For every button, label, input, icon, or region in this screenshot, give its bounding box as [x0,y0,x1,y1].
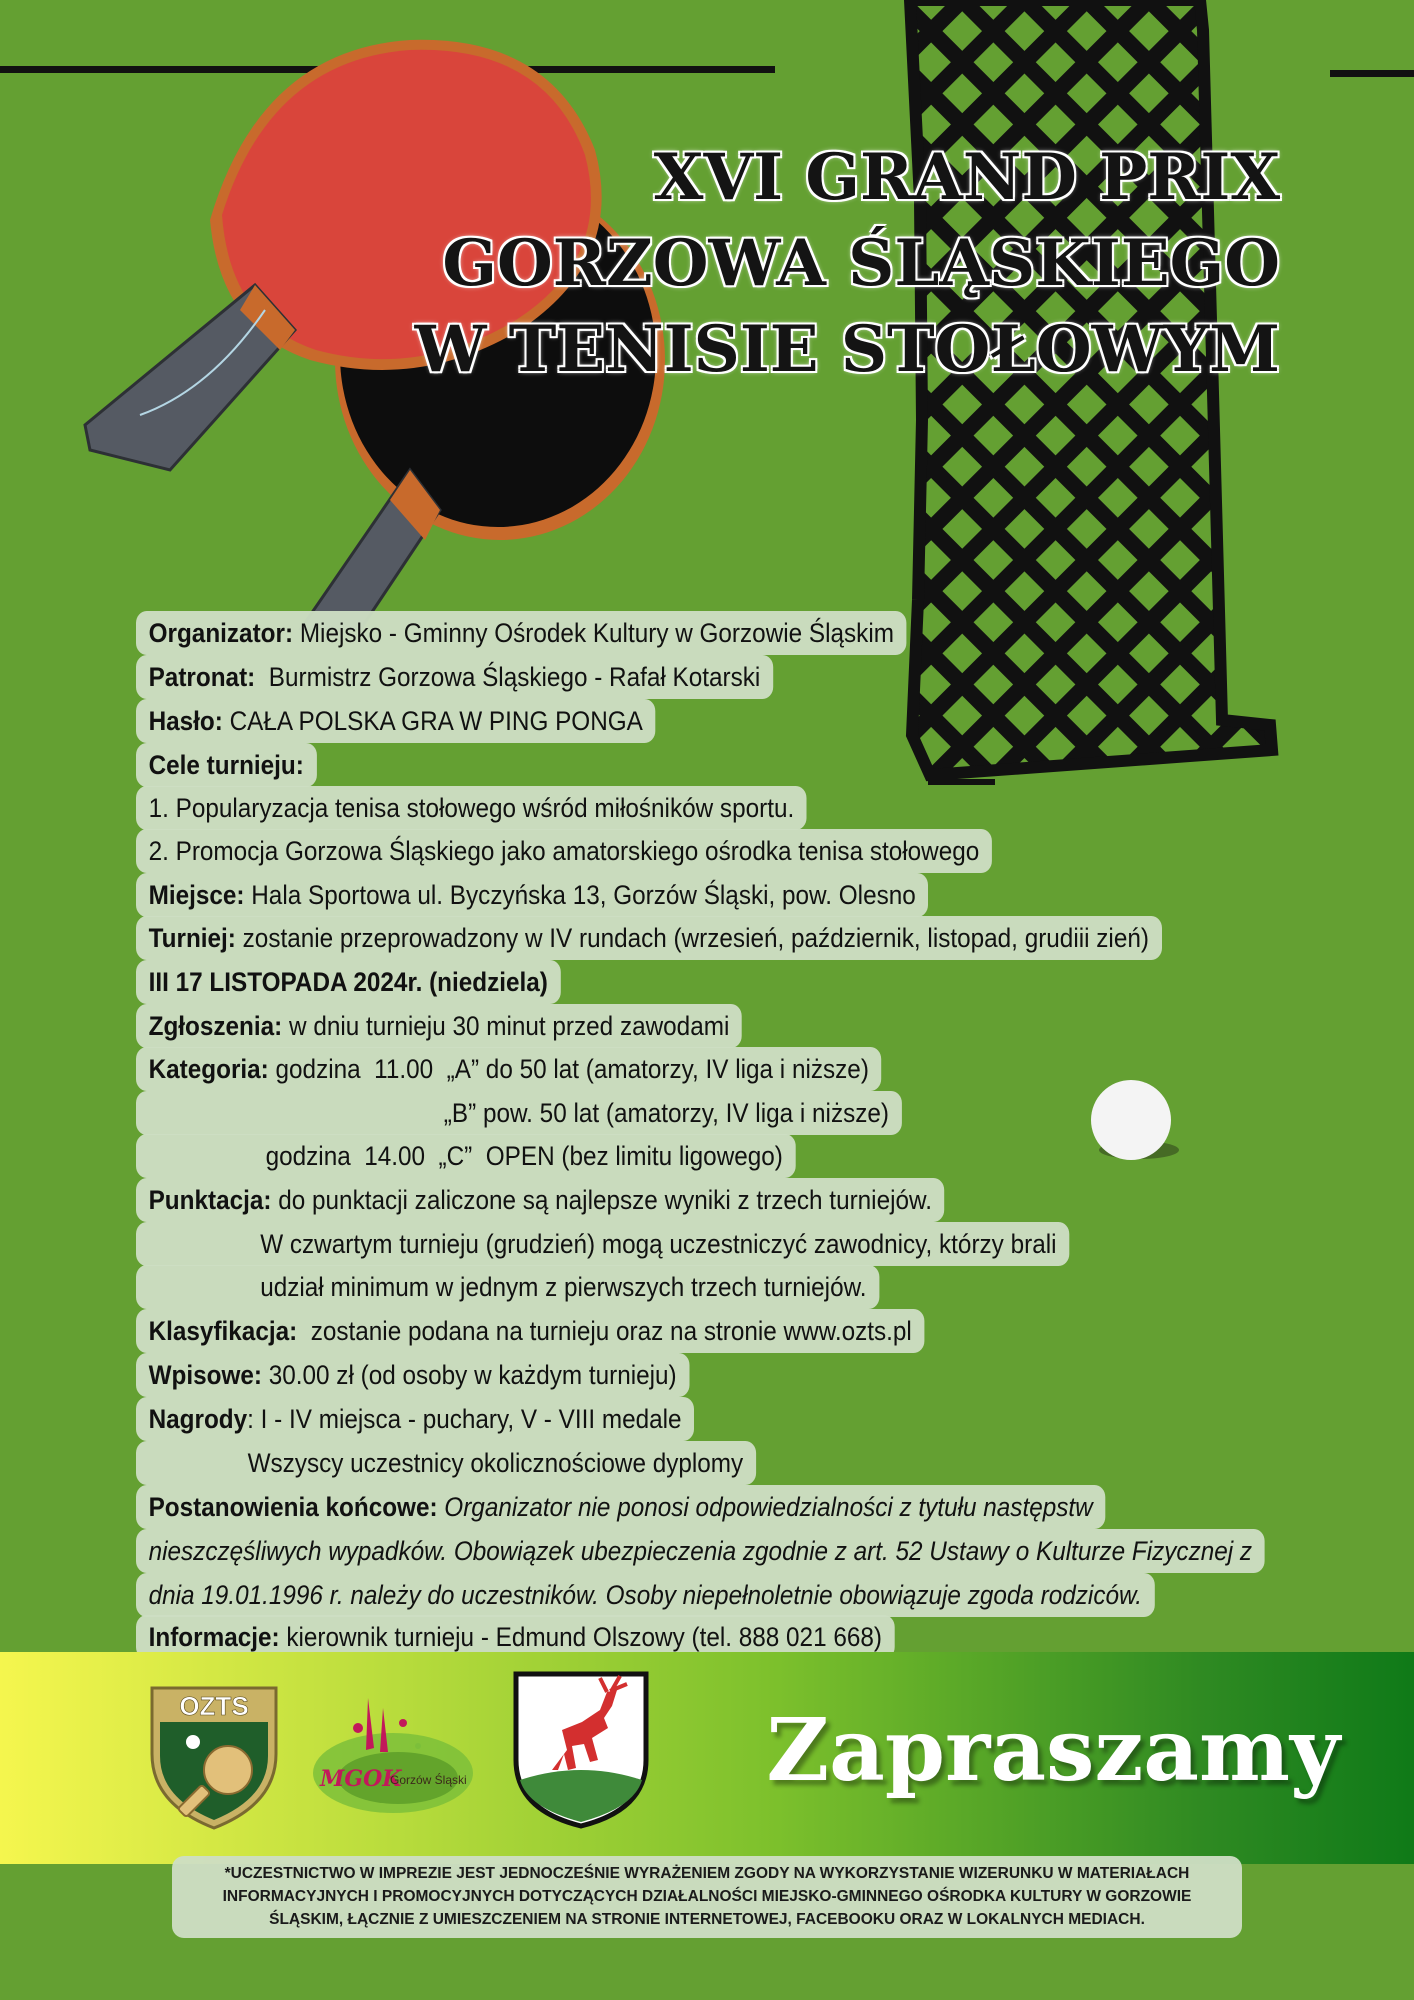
info-punktacja [136,1178,945,1222]
postanowienia-label: Postanowienia końcowe: [148,1492,438,1522]
cele-1: 1. Popularyzacja tenisa stołowego wśród miłośników sportu. [148,793,795,823]
ozts-logo [148,1684,280,1832]
info-kategoria [136,1047,882,1091]
info-wpisowe [136,1353,689,1397]
wpisowe-value: 30.00 zł (od osoby w każdym turnieju) [262,1360,677,1390]
mgok-logo [308,1688,478,1818]
decorative-line-right [1330,70,1414,77]
klasyfikacja-value: zostanie podana na turnieju oraz na stronie www.ozts.pl [297,1316,912,1346]
info-patronat [136,655,773,699]
info-klasyfikacja [136,1309,924,1353]
organizator-label: Organizator: [148,618,294,648]
informacje-label: Informacje: [148,1622,280,1652]
disclaimer-line-2: INFORMACYJNYCH I PROMOCYJNYCH DOTYCZĄCYCH DZIAŁALNOŚCI MIEJSKO-GMINNEGO OŚRODKA KULTURY W GORZOWIE [222,1888,1192,1905]
kategoria-3: godzina 14.00 „C” OPEN (bez limitu ligowego) [265,1141,783,1171]
nagrody-label: Nagrody [148,1404,248,1434]
title-line-1: XVI GRAND PRIX [653,140,1280,215]
ozts-logo-text: OZTS [179,1691,249,1721]
wpisowe-label: Wpisowe: [148,1360,262,1390]
haslo-label: Hasło: [148,706,223,736]
nagrody-1: : I - IV miejsca - puchary, V - VIII medale [247,1404,682,1434]
turniej-value: zostanie przeprowadzony w IV rundach (wrzesień, październik, listopad, grudiii zień) [235,923,1149,953]
cele-label: Cele turnieju: [148,750,304,780]
info-cele-2 [136,829,992,873]
turniej-label: Turniej: [148,923,236,953]
nagrody-2: Wszyscy uczestnicy okolicznościowe dyplomy [247,1448,744,1478]
informacje-value: kierownik turnieju - Edmund Olszowy (tel. 888 021 668) [279,1622,882,1652]
miejsce-label: Miejsce: [148,880,245,910]
info-postanowienia-3 [136,1573,1155,1617]
mgok-logo-subtitle: Gorzów Śląski [390,1773,467,1787]
miejsce-value: Hala Sportowa ul. Byczyńska 13, Gorzów Śląski, pow. Olesno [244,880,916,910]
cele-2: 2. Promocja Gorzowa Śląskiego jako amatorskiego ośrodka tenisa stołowego [148,836,980,866]
info-cele [136,743,316,787]
postanowienia-1: Organizator nie ponosi odpowiedzialności z tytułu następstw [437,1492,1093,1522]
disclaimer-line-1: *UCZESTNICTWO W IMPREZIE JEST JEDNOCZEŚNIE WYRAŻENIEM ZGODY NA WYKORZYSTANIE WIZERUNKU W MATERIAŁACH [224,1865,1190,1882]
poster-title [380,135,1280,393]
info-haslo [136,699,655,743]
klasyfikacja-label: Klasyfikacja: [148,1316,298,1346]
zgloszenia-label: Zgłoszenia: [148,1011,283,1041]
punktacja-2: W czwartym turnieju (grudzień) mogą uczestniczyć zawodnicy, którzy brali [260,1229,1057,1259]
kategoria-label: Kategoria: [148,1054,269,1084]
info-punktacja-3 [136,1265,879,1309]
tournament-date: III 17 LISTOPADA 2024r. (niedziela) [148,967,548,997]
ping-pong-ball-icon [1085,1078,1185,1168]
mgok-logo-text: MGOK [320,1766,402,1792]
zgloszenia-value: w dniu turnieju 30 minut przed zawodami [282,1011,730,1041]
haslo-value: CAŁA POLSKA GRA W PING PONGA [222,706,643,736]
invite-text: Zapraszamy [766,1700,1340,1801]
punktacja-3: udział minimum w jednym z pierwszych trzech turniejów. [260,1272,867,1302]
table-tennis-net-icon [900,0,1290,800]
patronat-label: Patronat: [148,662,256,692]
info-punktacja-2 [136,1222,1069,1266]
info-nagrody-2 [136,1441,756,1485]
info-miejsce [136,873,928,917]
postanowienia-3: dnia 19.01.1996 r. należy do uczestników. Osoby niepełnoletnie obowiązuje zgoda rodziców. [148,1580,1142,1610]
title-line-2: GORZOWA ŚLĄSKIEGO [442,226,1280,301]
info-zgloszenia [136,1004,742,1048]
info-turniej [136,916,1162,960]
info-nagrody [136,1397,694,1441]
info-organizator [136,611,907,655]
image-consent-disclaimer [172,1856,1242,1938]
info-kategoria-3 [136,1134,795,1178]
info-cele-1 [136,786,807,830]
kategoria-2: „B” pow. 50 lat (amatorzy, IV liga i niższe) [443,1098,890,1128]
info-postanowienia-2 [136,1529,1265,1573]
kategoria-1: godzina 11.00 „A” do 50 lat (amatorzy, IV liga i niższe) [268,1054,869,1084]
info-kategoria-2 [136,1091,902,1135]
deer-crest-icon [512,1670,650,1830]
info-date [136,960,560,1004]
patronat-value: Burmistrz Gorzowa Śląskiego - Rafał Kotarski [255,662,761,692]
punktacja-1: do punktacji zaliczone są najlepsze wyniki z trzech turniejów. [271,1185,932,1215]
info-postanowienia [136,1485,1105,1529]
punktacja-label: Punktacja: [148,1185,272,1215]
organizator-value: Miejsko - Gminny Ośrodek Kultury w Gorzowie Śląskim [293,618,894,648]
title-line-3: W TENISIE STOŁOWYM [414,312,1280,387]
postanowienia-2: nieszczęśliwych wypadków. Obowiązek ubezpieczenia zgodnie z art. 52 Ustawy o Kulturze Fizycznej z [148,1536,1253,1566]
disclaimer-line-3: ŚLĄSKIM, ŁĄCZNIE Z UMIESZCZENIEM NA STRONIE INTERNETOWEJ, FACEBOOKU ORAZ W LOKALNYCH MEDIACH. [269,1911,1145,1928]
